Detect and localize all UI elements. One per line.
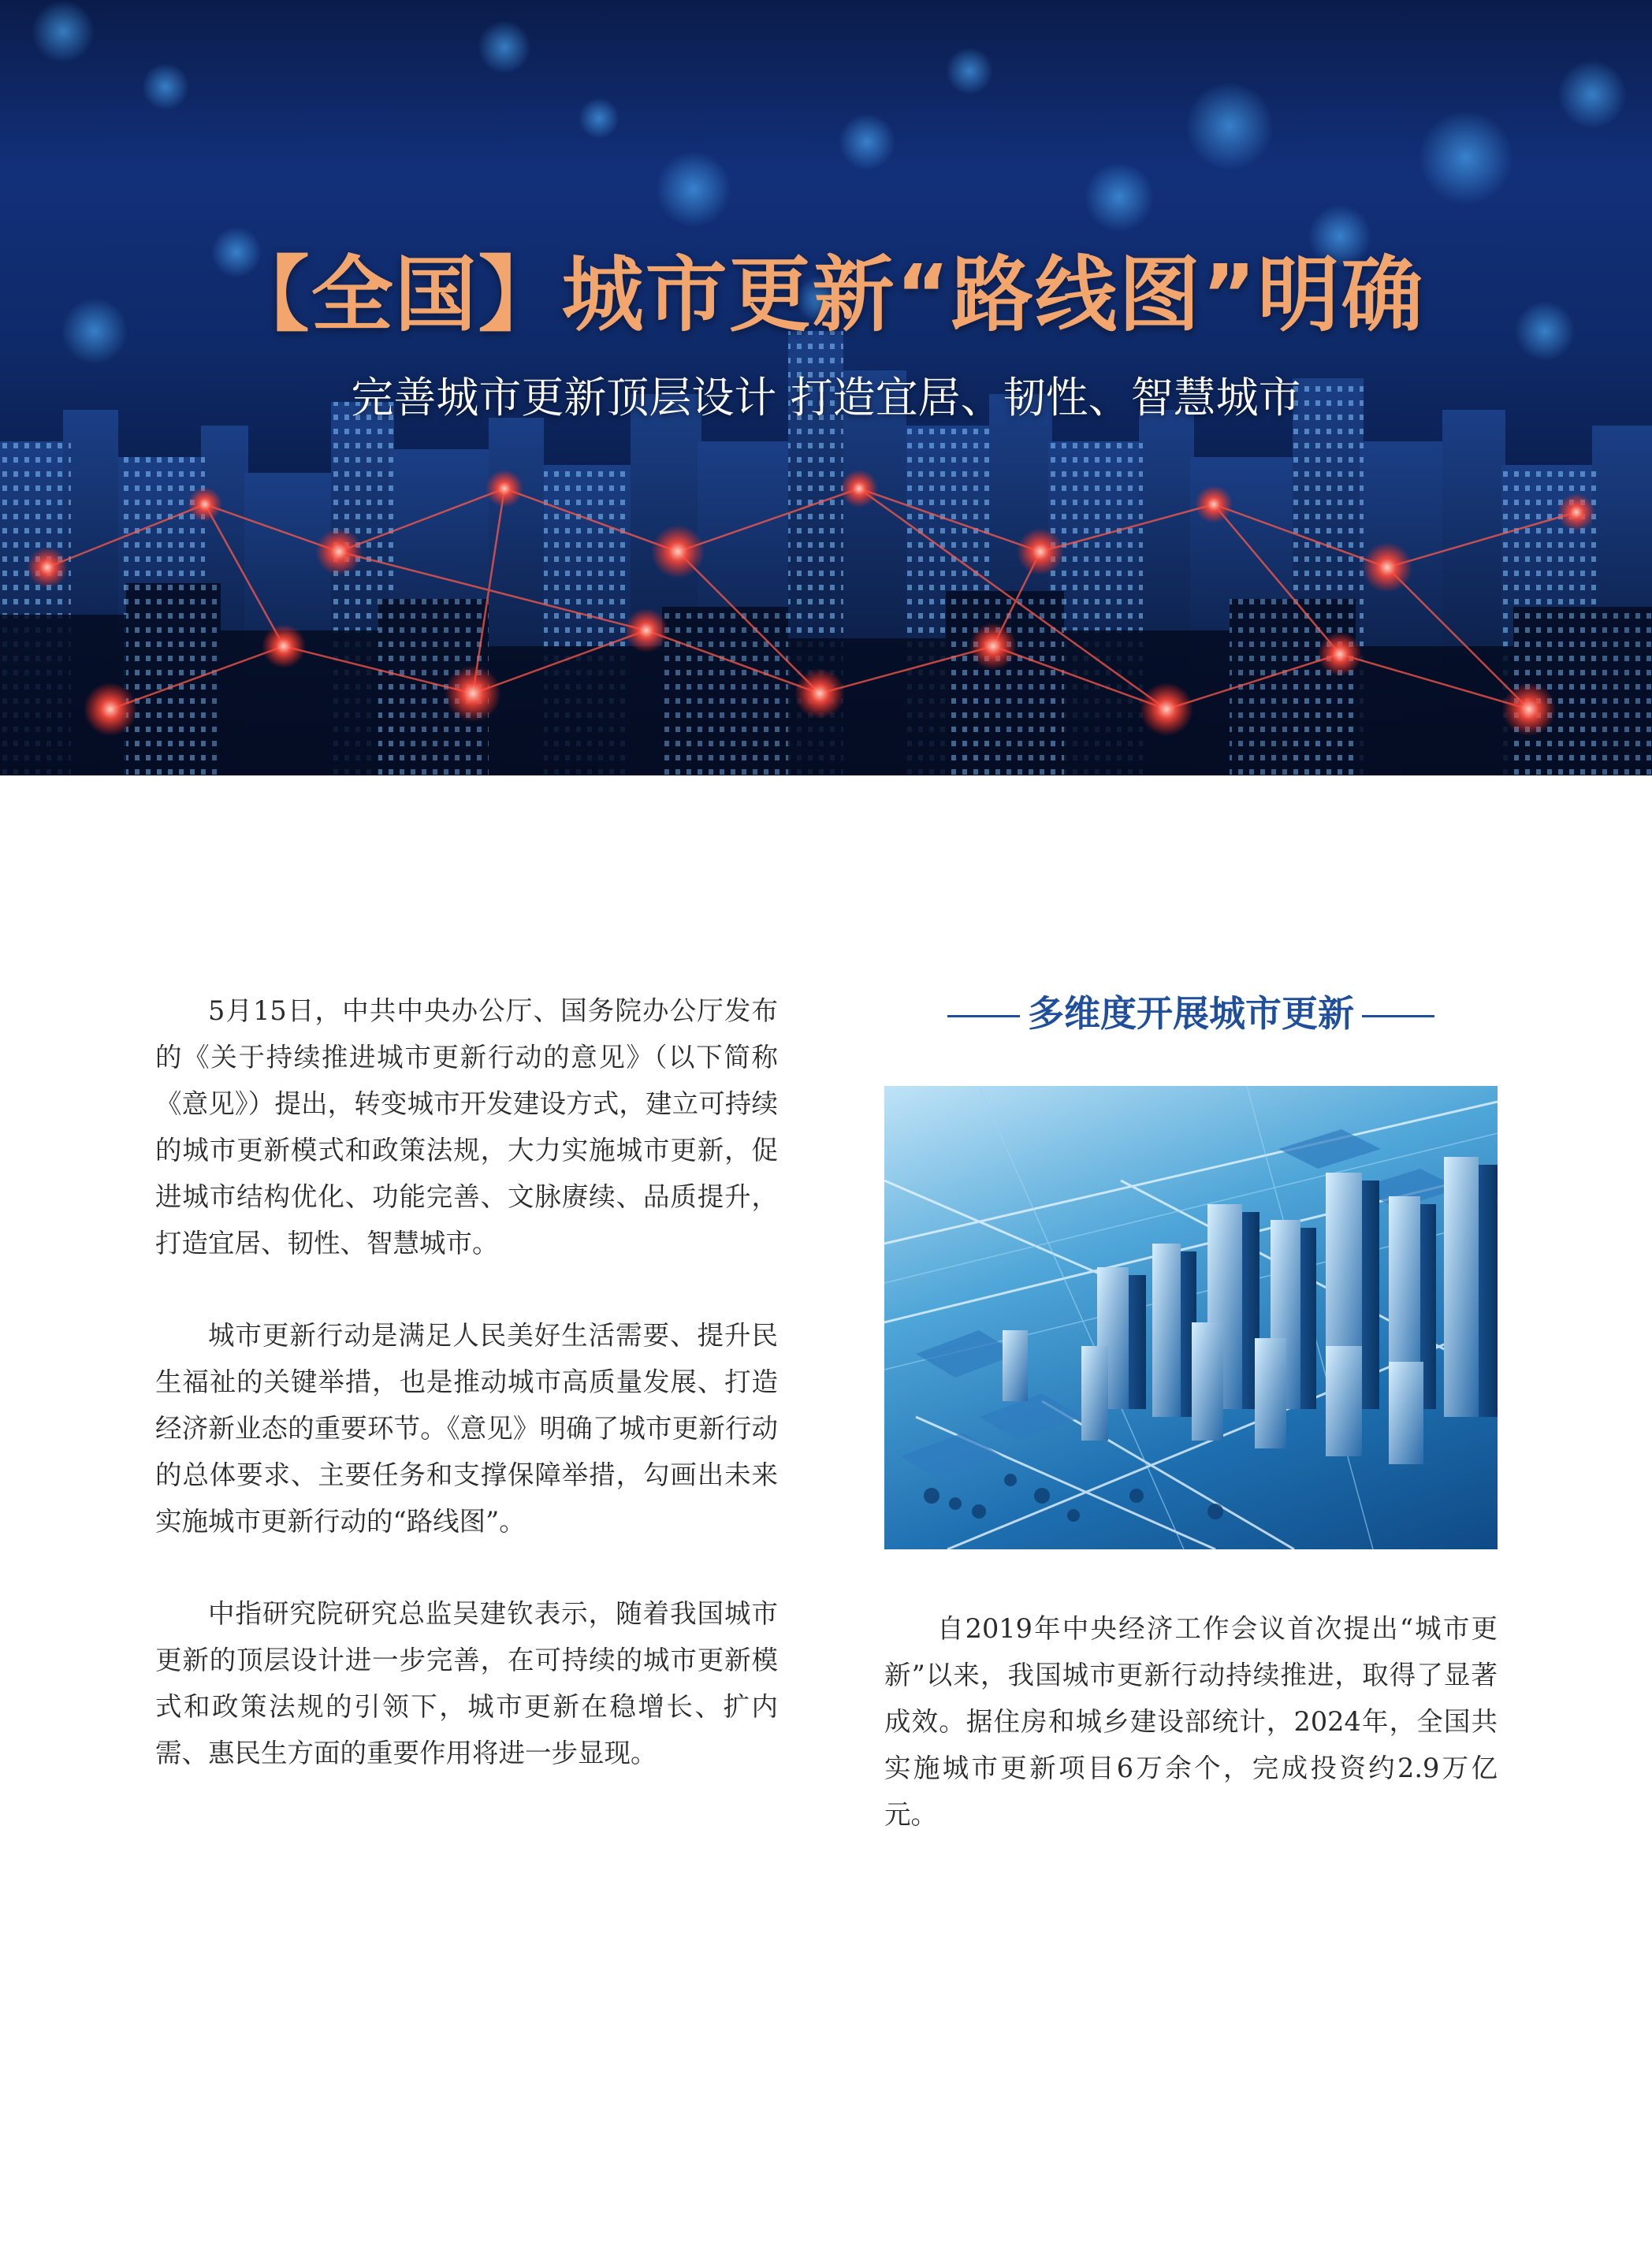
section-heading-text: 多维度开展城市更新 [1028,992,1354,1035]
paragraph: 自2019年中央经济工作会议首次提出“城市更新”以来，我国城市更新行动持续推进，取得了显著成效。据住房和城乡建设部统计，2024年，全国共实施城市更新项目6万余个，完成投资约2.9万亿元。 [884,1613,1498,1830]
section-heading [884,985,1498,1037]
right-column [884,1605,1498,1883]
paragraph: 城市更新行动是满足人民美好生活需要、提升民生福祉的关键举措，也是推动城市高质量发展、打造经济新业态的重要环节。《意见》明确了城市更新行动的总体要求、主要任务和支撑保障举措，勾画出未来实施城市更新行动的“路线图”。 [155,1320,778,1537]
page-title: 【全国】城市更新“路线图”明确 [227,247,1425,343]
hero-banner [0,0,1652,775]
paragraph: 5月15日，中共中央办公厅、国务院办公厅发布的《关于持续推进城市更新行动的意见》（以下简称《意见》）提出，转变城市开发建设方式，建立可持续的城市更新模式和政策法规，大力实施城市更新，促进城市结构优化、功能完善、文脉赓续、品质提升，打造宜居、韧性、智慧城市。 [155,995,778,1259]
city-model-illustration [884,1086,1498,1549]
page-subtitle: 完善城市更新顶层设计 打造宜居、韧性、智慧城市 [351,373,1301,422]
heading-rule-right [1362,1015,1434,1017]
isometric-city-model-image [884,1086,1498,1549]
paragraph: 中指研究院研究总监吴建钦表示，随着我国城市更新的顶层设计进一步完善，在可持续的城市更新模式和政策法规的引领下，城市更新在稳增长、扩内需、惠民生方面的重要作用将进一步显现。 [155,1598,778,1768]
heading-rule-left [947,1015,1020,1017]
left-column [155,987,778,1822]
